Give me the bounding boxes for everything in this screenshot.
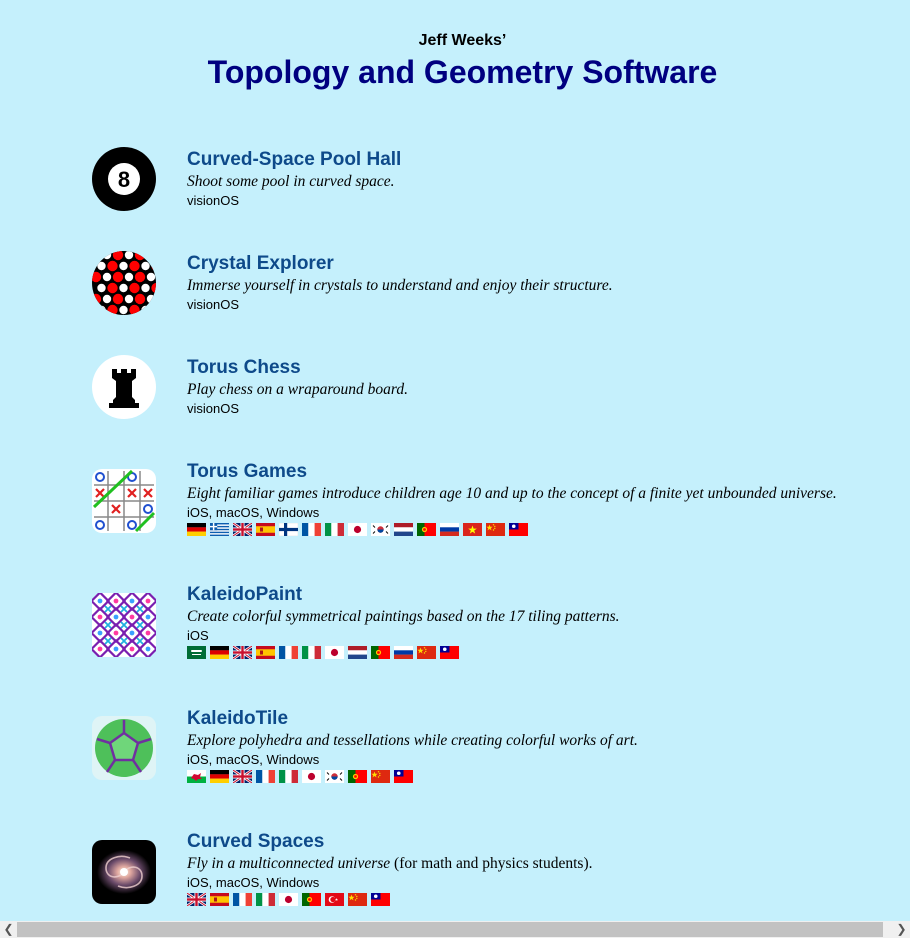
flag-it-icon[interactable] xyxy=(279,770,298,783)
flag-gb-icon[interactable] xyxy=(187,893,206,906)
flag-de-icon[interactable] xyxy=(187,523,206,536)
galaxy-icon[interactable] xyxy=(92,840,156,904)
flag-pt-icon[interactable] xyxy=(371,646,390,659)
flag-jp-icon[interactable] xyxy=(348,523,367,536)
flag-nl-icon[interactable] xyxy=(394,523,413,536)
flag-jp-icon[interactable] xyxy=(325,646,344,659)
page-title: Topology and Geometry Software xyxy=(207,54,718,90)
app-name-link[interactable]: Crystal Explorer xyxy=(187,253,334,274)
flag-it-icon[interactable] xyxy=(256,893,275,906)
flag-fr-icon[interactable] xyxy=(302,523,321,536)
flag-it-icon[interactable] xyxy=(302,646,321,659)
app-description: Play chess on a wraparound board. xyxy=(187,381,409,398)
app-description-extra: (for math and physics students). xyxy=(390,855,593,872)
language-flags xyxy=(187,770,897,783)
app-name-link[interactable]: Torus Chess xyxy=(187,357,301,378)
flag-pt-icon[interactable] xyxy=(348,770,367,783)
app-platforms: iOS, macOS, Windows xyxy=(187,875,320,890)
app-platforms: visionOS xyxy=(187,193,240,208)
flag-es-icon[interactable] xyxy=(256,646,275,659)
app-name-link[interactable]: Torus Games xyxy=(187,461,308,482)
svg-text:8: 8 xyxy=(117,167,131,192)
flag-pt-icon[interactable] xyxy=(302,893,321,906)
flag-fi-icon[interactable] xyxy=(279,523,298,536)
flag-jp-icon[interactable] xyxy=(279,893,298,906)
app-description: Explore polyhedra and tessellations while creating colorful works of art. xyxy=(187,732,638,749)
flag-nl-icon[interactable] xyxy=(348,646,367,659)
eight-ball-icon[interactable] xyxy=(92,147,156,211)
flag-fr-icon[interactable] xyxy=(256,770,275,783)
language-flags xyxy=(187,523,897,536)
flag-tw-icon[interactable] xyxy=(371,893,390,906)
flag-es-icon[interactable] xyxy=(210,893,229,906)
flag-vn-icon[interactable] xyxy=(463,523,482,536)
flag-kr-icon[interactable] xyxy=(325,770,344,783)
flag-it-icon[interactable] xyxy=(325,523,344,536)
app-description-main: Fly in a multiconnected universe xyxy=(187,855,391,872)
flag-de-icon[interactable] xyxy=(210,646,229,659)
flag-fr-icon[interactable] xyxy=(279,646,298,659)
app-platforms: iOS, macOS, Windows xyxy=(187,752,320,767)
flag-ru-icon[interactable] xyxy=(440,523,459,536)
flag-tw-icon[interactable] xyxy=(509,523,528,536)
dodecahedron-icon[interactable] xyxy=(92,716,156,780)
app-description xyxy=(187,854,897,874)
scrollbar-thumb[interactable] xyxy=(17,922,883,937)
flag-sa-icon[interactable] xyxy=(187,646,206,659)
app-description: Eight familiar games introduce children age 10 and up to the concept of a finite yet unbounded universe. xyxy=(187,485,837,502)
flag-tw-icon[interactable] xyxy=(440,646,459,659)
scroll-left-arrow-icon[interactable]: ❮ xyxy=(3,922,14,936)
scroll-right-arrow-icon[interactable]: ❯ xyxy=(896,922,907,936)
app-platforms: iOS xyxy=(187,628,209,643)
app-name-link[interactable]: KaleidoPaint xyxy=(187,584,303,605)
language-flags xyxy=(187,646,897,659)
kaleidopaint-icon[interactable] xyxy=(92,593,156,657)
app-platforms: visionOS xyxy=(187,401,240,416)
flag-gb-icon[interactable] xyxy=(233,646,252,659)
flag-tw-icon[interactable] xyxy=(394,770,413,783)
language-flags xyxy=(187,893,897,906)
app-name-link[interactable]: Curved Spaces xyxy=(187,831,325,852)
flag-cn-icon[interactable] xyxy=(417,646,436,659)
flag-gr-icon[interactable] xyxy=(210,523,229,536)
app-description: Shoot some pool in curved space. xyxy=(187,173,395,190)
flag-es-icon[interactable] xyxy=(256,523,275,536)
horizontal-scrollbar[interactable] xyxy=(0,921,910,938)
flag-gb-icon[interactable] xyxy=(233,523,252,536)
app-name-link[interactable]: Curved-Space Pool Hall xyxy=(187,149,402,170)
flag-cn-icon[interactable] xyxy=(486,523,505,536)
flag-jp-icon[interactable] xyxy=(302,770,321,783)
flag-cn-icon[interactable] xyxy=(371,770,390,783)
chess-rook-icon[interactable] xyxy=(92,355,156,419)
app-platforms: visionOS xyxy=(187,297,240,312)
app-description: Create colorful symmetrical paintings based on the 17 tiling patterns. xyxy=(187,608,620,625)
flag-gb-icon[interactable] xyxy=(233,770,252,783)
flag-kr-icon[interactable] xyxy=(371,523,390,536)
tic-tac-toe-icon[interactable] xyxy=(92,469,156,533)
crystal-icon[interactable] xyxy=(92,251,156,315)
flag-pt-icon[interactable] xyxy=(417,523,436,536)
author-name: Jeff Weeks’ xyxy=(418,32,507,49)
page-header xyxy=(0,32,910,91)
flag-ru-icon[interactable] xyxy=(394,646,413,659)
flag-wales-icon[interactable] xyxy=(187,770,206,783)
flag-de-icon[interactable] xyxy=(210,770,229,783)
app-platforms: iOS, macOS, Windows xyxy=(187,505,320,520)
app-description: Immerse yourself in crystals to understand and enjoy their structure. xyxy=(187,277,613,294)
flag-tr-icon[interactable] xyxy=(325,893,344,906)
app-name-link[interactable]: KaleidoTile xyxy=(187,708,289,729)
flag-fr-icon[interactable] xyxy=(233,893,252,906)
flag-cn-icon[interactable] xyxy=(348,893,367,906)
